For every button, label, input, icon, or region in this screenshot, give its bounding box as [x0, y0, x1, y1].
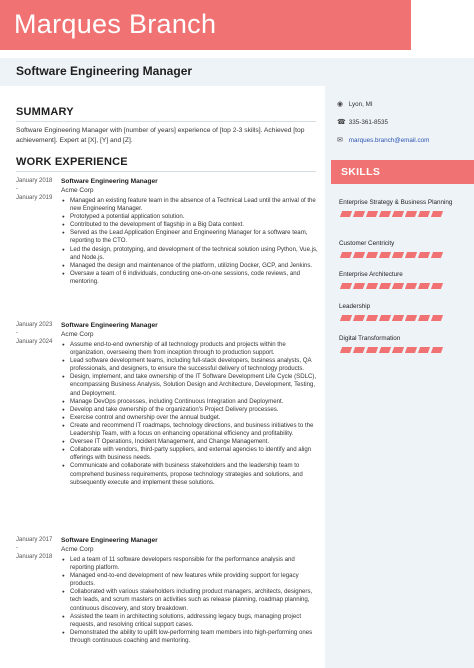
job-bullets [61, 341, 319, 487]
skill-name: Leadership [339, 303, 371, 310]
skill-name: Enterprise Architecture [339, 271, 403, 278]
job-start-date: January 2017 [16, 537, 53, 543]
skill-level-segment [366, 283, 378, 289]
job-dates [16, 536, 60, 561]
skill-level-segment [392, 283, 404, 289]
skill-level-segment [405, 211, 417, 217]
job-role: Software Engineering Manager [61, 537, 158, 544]
bullet-item: ● Managed the design and maintenance of the platform, utilizing Docker, GCP, and Jenkins. [61, 262, 319, 270]
job-start-date: January 2018 [16, 178, 53, 184]
skill-level-segment [366, 252, 378, 258]
bullet-item: ● Develop and take ownership of the organization's Project Delivery processes. [61, 406, 319, 414]
job-title: Software Engineering Manager [16, 64, 193, 78]
date-separator: - [16, 186, 18, 193]
bullet-item: ● Lead software development teams, including full-stack developers, business analysts, QA professionals, and designers, to ensure the successful delivery of technology products. [61, 357, 319, 373]
job-company: Acme Corp [61, 546, 94, 553]
bullet-item: ● Collaborated with various stakeholders including product managers, architects, designers, tech leads, and scrum masters on activities such as release planning, roadmap planning, continuous discovery, and story breakdown. [61, 588, 319, 612]
job-role: Software Engineering Manager [61, 322, 158, 329]
skill-level-segment [405, 252, 417, 258]
skill-level-bar [339, 347, 443, 353]
skill-level-segment [366, 315, 378, 321]
job-company: Acme Corp [61, 187, 94, 194]
bullet-item: ● Manage DevOps processes, including Continuous Integration and Deployment. [61, 398, 319, 406]
skill-level-segment [353, 252, 365, 258]
skill-level-segment [379, 347, 391, 353]
bullet-item: ● Exercise control and ownership over the annual budget. [61, 414, 319, 422]
skill-level-segment [340, 211, 352, 217]
skill-item [339, 271, 464, 289]
bullet-item: ● Served as the Lead Application Engineer and Engineering Manager for a software team, reporting to the CTO. [61, 229, 319, 245]
skill-level-segment [431, 315, 443, 321]
skill-level-segment [405, 283, 417, 289]
job-bullets [61, 197, 319, 286]
skill-item [339, 199, 464, 217]
skill-level-segment [379, 283, 391, 289]
skill-level-bar [339, 315, 443, 321]
skill-level-segment [418, 252, 430, 258]
skill-level-bar [339, 211, 443, 217]
skill-level-bar [339, 252, 443, 258]
skill-level-segment [405, 347, 417, 353]
job-body [61, 536, 319, 645]
skill-level-segment [431, 283, 443, 289]
bullet-item: ● Oversee IT Operations, Incident Management, and Change Management. [61, 438, 319, 446]
skill-level-segment [418, 347, 430, 353]
skill-level-segment [366, 347, 378, 353]
job-end-date: January 2019 [16, 194, 53, 201]
skill-level-segment [392, 211, 404, 217]
skill-level-bar [339, 283, 443, 289]
summary-text: Software Engineering Manager with [number of years] experience of [top 2-3 skills]. Achieved [top achievement]. Expert at [X], [Y] and [Z]. [16, 127, 305, 144]
main-column [0, 86, 325, 668]
map-pin-icon: ◉ [337, 101, 344, 108]
bullet-item: ● Oversaw a team of 6 individuals, conducting one-on-one sessions, code reviews, and mentoring. [61, 270, 319, 286]
candidate-name: Marques Branch [14, 9, 217, 39]
skill-level-segment [418, 315, 430, 321]
skill-item [339, 240, 464, 258]
divider [16, 171, 316, 172]
name-header [0, 0, 411, 50]
phone-text: 335-361-8535 [348, 119, 388, 126]
skills-header [331, 160, 474, 184]
bullet-item: ● Contributed to the development of flagship in a Big Data context. [61, 221, 319, 229]
date-separator: - [16, 330, 18, 337]
skill-level-segment [340, 315, 352, 321]
bullet-item: ● Managed end-to-end development of new features while providing support for legacy products. [61, 572, 319, 588]
skill-level-segment [353, 211, 365, 217]
email-link[interactable]: marques.branch@email.com [348, 137, 430, 144]
job-bullets [61, 556, 319, 645]
title-bar [0, 58, 474, 86]
skill-level-segment [353, 283, 365, 289]
work-experience-heading: WORK EXPERIENCE [16, 156, 128, 168]
bullet-item: ● Demonstrated the ability to uplift low-performing team members into high-performing ones through continuous coaching and mentoring. [61, 629, 319, 645]
skill-level-segment [392, 315, 404, 321]
skill-level-segment [418, 283, 430, 289]
skill-level-segment [366, 211, 378, 217]
skill-name: Enterprise Strategy & Business Planning [339, 199, 453, 206]
job-dates [16, 177, 60, 202]
skill-level-segment [392, 347, 404, 353]
skill-level-segment [431, 211, 443, 217]
skill-level-segment [379, 211, 391, 217]
skill-level-segment [405, 315, 417, 321]
skills-heading: SKILLS [341, 166, 381, 178]
bullet-item: ● Collaborate with vendors, third-party suppliers, and external agencies to identify and align offerings with business needs. [61, 446, 319, 462]
bullet-item: ● Create and recommend IT roadmaps, technology directions, and business initiatives to the Leadership Team, with a focus on enhancing operational efficiency and profitability. [61, 422, 319, 438]
job-company: Acme Corp [61, 331, 94, 338]
skill-name: Customer Centricity [339, 240, 395, 247]
envelope-icon: ✉ [337, 137, 343, 144]
skill-level-segment [353, 315, 365, 321]
job-start-date: January 2023 [16, 322, 53, 328]
skill-item [339, 335, 464, 353]
location-text: Lyon, MI [348, 101, 373, 108]
skill-item [339, 303, 464, 321]
date-separator: - [16, 545, 18, 552]
skill-level-segment [418, 211, 430, 217]
contact-phone [337, 118, 388, 126]
sidebar [325, 86, 474, 668]
job-end-date: January 2024 [16, 338, 53, 345]
contact-location [337, 100, 373, 108]
skill-level-segment [340, 252, 352, 258]
summary-heading: SUMMARY [16, 106, 74, 118]
bullet-item: ● Led a team of 11 software developers responsible for the performance analysis and reporting platform. [61, 556, 319, 572]
skill-level-segment [340, 347, 352, 353]
bullet-item: ● Led the design, prototyping, and development of the technical solution using Python, Vue.js, and Node.js. [61, 246, 319, 262]
skill-level-segment [340, 283, 352, 289]
skill-level-segment [431, 252, 443, 258]
skill-level-segment [431, 347, 443, 353]
job-body [61, 177, 319, 286]
skill-level-segment [353, 347, 365, 353]
divider [16, 121, 316, 122]
skill-level-segment [392, 252, 404, 258]
job-dates [16, 321, 60, 346]
skill-name: Digital Transformation [339, 335, 401, 342]
bullet-item: ● Communicate and collaborate with business stakeholders and the leadership team to comprehend business requirements, propose technology strategies and solutions, and subsequently execute and implement these solutions. [61, 462, 319, 486]
bullet-item: ● Assume end-to-end ownership of all technology products and projects within the organization, overseeing them from inception through to production support. [61, 341, 319, 357]
skill-level-segment [379, 252, 391, 258]
skill-level-segment [379, 315, 391, 321]
bullet-item: ● Prototyped a potential application solution. [61, 213, 319, 221]
job-end-date: January 2018 [16, 553, 53, 560]
bullet-item: ● Assisted the team in architecting solutions, addressing legacy bugs, managing project requests, and resolving critical support cases. [61, 613, 319, 629]
bullet-item: ● Design, implement, and take ownership of the IT Software Development Life Cycle (SDLC), encompassing Business Analysis, Solution Design and Architecture, Development, Testing, and Deployment. [61, 373, 319, 397]
job-role: Software Engineering Manager [61, 178, 158, 185]
phone-icon: ☎ [337, 119, 346, 126]
bullet-item: ● Managed an existing feature team in the absence of a Technical Lead until the arrival of the new Engineering Manager. [61, 197, 319, 213]
contact-email[interactable] [337, 136, 429, 144]
job-body [61, 321, 319, 487]
